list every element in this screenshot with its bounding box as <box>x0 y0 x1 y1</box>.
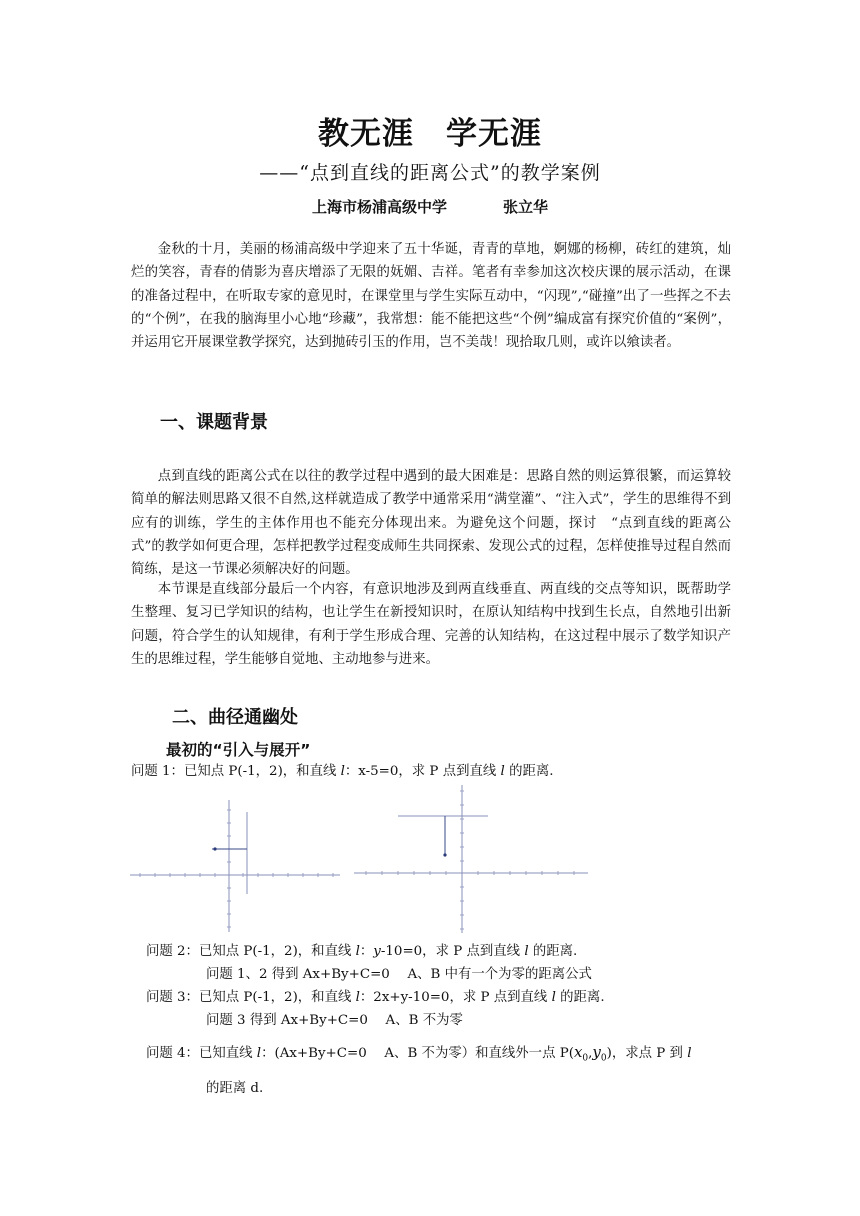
problem-2: 问题 2：已知点 P(-1，2)，和直线 l：y-10=0，求 P 点到直线 l 的距离. <box>146 944 578 959</box>
document-title: 教无涯 学无涯 <box>318 116 542 152</box>
section-heading-path: 二、曲径通幽处 <box>172 707 298 728</box>
author-school: 上海市杨浦高级中学 <box>311 198 447 216</box>
problem-3: 问题 3：已知点 P(-1，2)，和直线 l：2x+y-10=0，求 P 点到直线 l 的距离. <box>146 990 605 1005</box>
problem-1: 问题 1：已知点 P(-1，2)，和直线 l：x-5=0，求 P 点到直线 l 的距离. <box>131 764 554 779</box>
problem-4-continued: 的距离 d. <box>206 1081 264 1096</box>
axis-ticks <box>366 791 574 929</box>
background-paragraph-1: 点到直线的距离公式在以往的教学过程中遇到的最大困难是：思路自然的则运算很繁，而运算较简单的解法则思路又很不自然,这样就造成了教学中通常采用“满堂灌”、“注入式”，学生的思维得不到应有的训练，学生的主体作用也不能充分体现出来。为避免这个问题，探讨 “点到直线的距离公式”的教学如何更合理，怎样把教学过程变成师生共同探索、发现公式的过程，怎样使推导过程自然而简练，是这一节课必须解决好的问题。 <box>131 469 731 578</box>
intro-paragraph: 金秋的十月，美丽的杨浦高级中学迎来了五十华诞，青青的草地，婀娜的杨柳，砖红的建筑，灿烂的笑容，青春的倩影为喜庆增添了无限的妩媚、吉祥。笔者有幸参加这次校庆课的展示活动，在课的准备过程中，在听取专家的意见时，在课堂里与学生实际互动中，“闪现”,“碰撞”出了一些挥之不去的“个例”，在我的脑海里小心地“珍藏”，我常想：能不能把这些“个例”编成富有探究价值的“案例”，并运用它开展课堂教学探究，达到抛砖引玉的作用，岂不美哉！现拾取几则，或许以飨读者。 <box>131 242 731 351</box>
point-p <box>443 853 446 856</box>
note-problems-1-2: 问题 1、2 得到 Ax+By+C=0 A、B 中有一个为零的距离公式 <box>206 967 592 982</box>
figure-problem-2 <box>352 783 592 935</box>
background-paragraph-2: 本节课是直线部分最后一个内容，有意识地涉及到两直线垂直、两直线的交点等知识，既帮助学生整理、复习已学知识的结构，也让学生在新授知识时，在原认知结构中找到生长点，自然地引出新问题，符合学生的认知规律，有利于学生形成合理、完善的认知结构，在这过程中展示了数学知识产生的思维过程，学生能够自觉地、主动地参与进来。 <box>131 582 731 667</box>
document-subtitle: ——“点到直线的距离公式”的教学案例 <box>259 162 601 184</box>
section-heading-background: 一、课题背景 <box>160 412 268 433</box>
subsection-heading-intro: 最初的“引入与展开” <box>166 741 311 759</box>
figure-problem-1 <box>128 796 342 936</box>
point-p <box>213 847 216 850</box>
note-problem-3: 问题 3 得到 Ax+By+C=0 A、B 不为零 <box>206 1013 463 1028</box>
author-name: 张立华 <box>503 198 549 216</box>
author-line <box>0 196 860 217</box>
axis-ticks <box>140 810 333 927</box>
problem-4: 问题 4：已知直线 l：(Ax+By+C=0 A、B 不为零）和直线外一点 $P(x_0,y_0)$，求点 P 到 l <box>146 1043 692 1064</box>
